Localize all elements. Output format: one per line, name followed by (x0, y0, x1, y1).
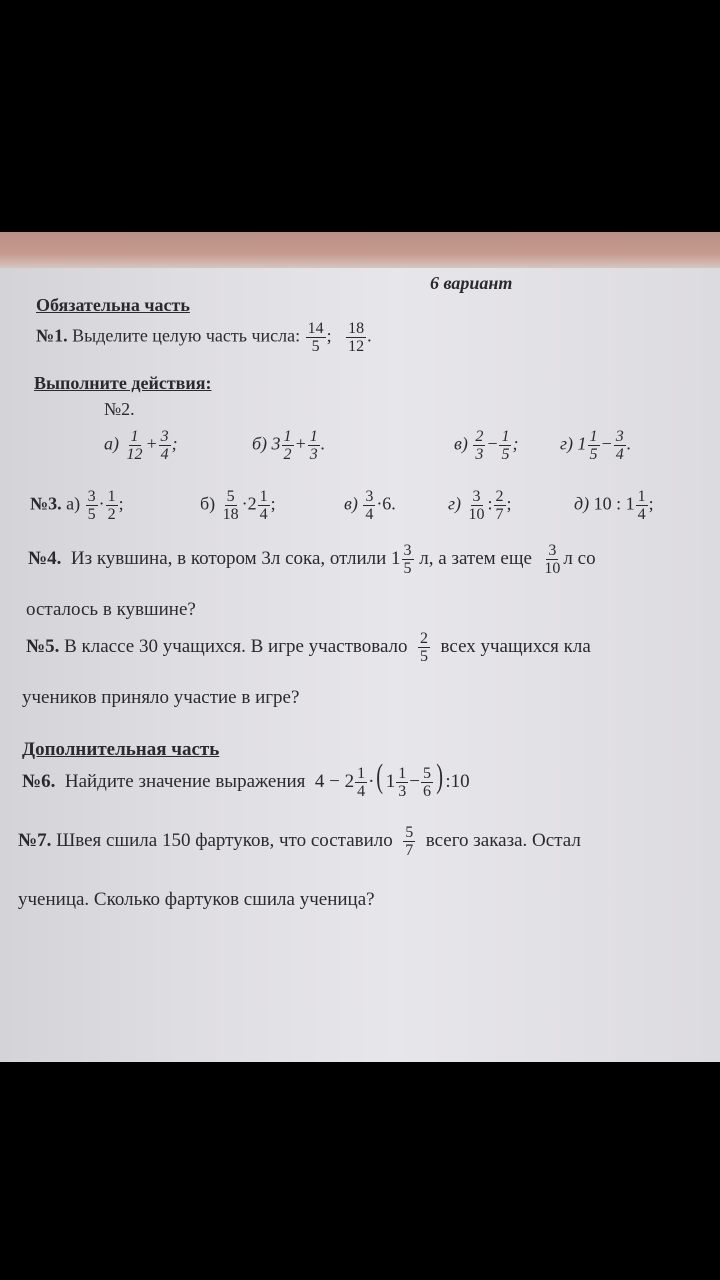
task7-line1: №7. Швея сшила 150 фартуков, что составило $\frac{5}{7}$ всего заказа. Остал (18, 824, 581, 859)
fraction: $\frac{3}{4}$ (160, 428, 169, 463)
task3-item-d: г) $\frac{3}{10}$ : $\frac{2}{7}$ ; (448, 488, 512, 523)
task5-label: №5. (26, 635, 60, 657)
task5-line2: учеников приняло участие в игре? (22, 687, 300, 708)
task6-expression: 4 − 2 $\frac{1}{4}$ ·( 1 $\frac{1}{3}$ − $\frac{5}{6}$ ) :10 (314, 758, 470, 801)
task3-item-e: д) 10 : 1 $\frac{1}{4}$ ; (574, 488, 654, 523)
fraction: $\frac{1}{4}$ (259, 488, 268, 523)
task7-label: №7. (18, 829, 52, 851)
section-actions: Выполните действия: (34, 373, 212, 393)
task2-item-a: а) $\frac{1}{12}$ + $\frac{3}{4}$ ; (104, 428, 178, 463)
fraction: $\frac{1}{5}$ (501, 428, 510, 463)
task6: №6. Найдите значение выражения 4 − 2 $\frac{1}{4}$ ·( 1 $\frac{1}{3}$ − $\frac{5}{6}$ ) :10 (22, 758, 470, 801)
fraction: $\frac{1}{2}$ (107, 488, 116, 523)
fraction: $\frac{3}{10}$ (544, 542, 561, 577)
fraction: $\frac{2}{3}$ (475, 428, 484, 463)
task1-text: Выделите целую часть числа: (72, 325, 301, 346)
worksheet-photo (0, 232, 720, 1062)
fraction: $\frac{1}{5}$ (589, 428, 598, 463)
variant-title: 6 вариант (430, 273, 513, 293)
fraction: $\frac{2}{5}$ (420, 630, 429, 665)
fraction: $\frac{5}{7}$ (405, 824, 414, 859)
fraction: $\frac{3}{10}$ (468, 488, 485, 523)
task1: №1. Выделите целую часть числа: $\frac{14}{5}$ ; $\frac{18}{12}$ . (36, 320, 372, 355)
task1-label: №1. (36, 325, 68, 346)
fraction: $\frac{1}{12}$ (126, 428, 143, 463)
task1-fraction-2: $\frac{18}{12}$ (348, 320, 365, 355)
fraction: $\frac{3}{4}$ (615, 428, 624, 463)
fraction: $\frac{5}{18}$ (222, 488, 239, 523)
task2-item-d: г) 1 $\frac{1}{5}$ − $\frac{3}{4}$ . (560, 428, 632, 463)
task5-line1: №5. В классе 30 учащихся. В игре участвовало $\frac{2}{5}$ всех учащихся кла (26, 630, 591, 665)
task3-item-a: №3. а) $\frac{3}{5}$ · $\frac{1}{2}$ ; (30, 488, 124, 523)
fraction: $\frac{1}{3}$ (309, 428, 318, 463)
fraction: $\frac{3}{5}$ (403, 542, 412, 577)
section-required: Обязательна часть (36, 295, 190, 315)
task1-fraction-1: $\frac{14}{5}$ (307, 320, 324, 355)
task4-label: №4. (28, 547, 62, 569)
task4-line2: осталось в кувшине? (26, 599, 196, 620)
fraction: $\frac{3}{4}$ (365, 488, 374, 523)
task6-label: №6. (22, 771, 56, 792)
task4-line1: №4. Из кувшина, в котором 3л сока, отлили 1 $\frac{3}{5}$ л, а затем еще $\frac{3}{10}$ л со (28, 542, 596, 577)
task3-item-b: б) $\frac{5}{18}$ ·2 $\frac{1}{4}$ ; (200, 488, 276, 523)
task7-line2: ученица. Сколько фартуков сшила ученица? (18, 889, 375, 910)
task2-item-b: б) 3 $\frac{1}{2}$ + $\frac{1}{3}$ . (252, 428, 326, 463)
fraction: $\frac{2}{7}$ (495, 488, 504, 523)
fraction: $\frac{3}{5}$ (87, 488, 96, 523)
fraction: $\frac{1}{4}$ (637, 488, 646, 523)
task3-item-c: в) $\frac{3}{4}$ ·6. (344, 488, 396, 523)
section-extra: Дополнительная часть (22, 739, 220, 760)
task3-label: №3. (30, 493, 62, 514)
fraction: $\frac{1}{2}$ (283, 428, 292, 463)
task2-label: №2. (104, 399, 135, 419)
task2-item-c: в) $\frac{2}{3}$ − $\frac{1}{5}$ ; (454, 428, 519, 463)
